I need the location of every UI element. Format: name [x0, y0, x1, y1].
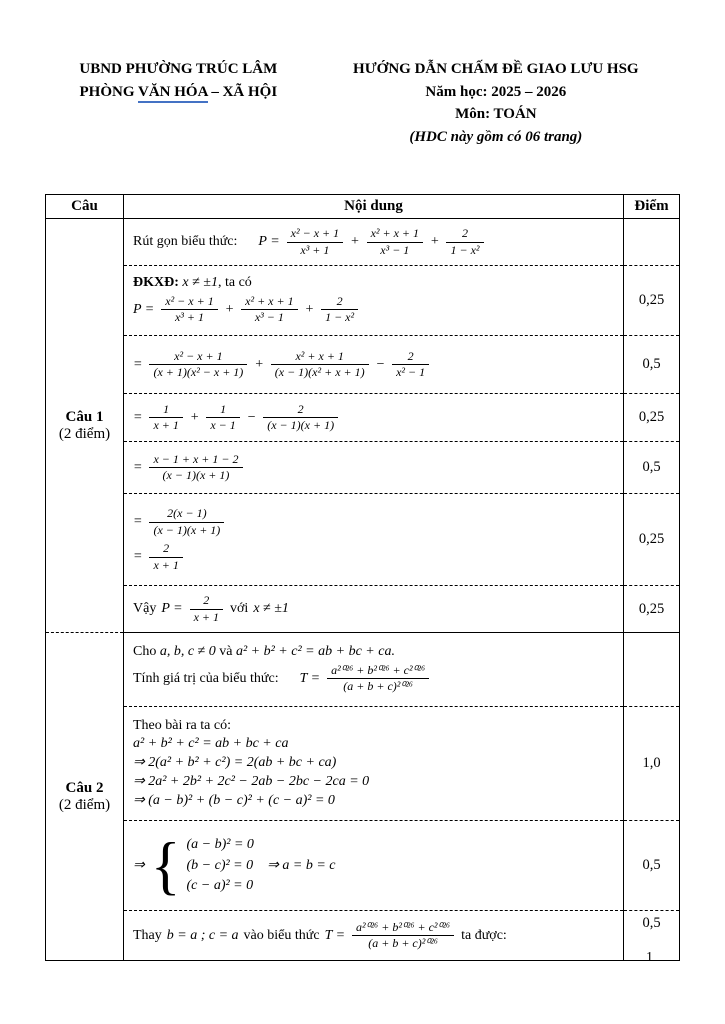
org-line-2-pre: PHÒNG: [79, 83, 135, 100]
equation-line: ⇒ 2(a² + b² + c²) = 2(ab + bc + ca): [133, 755, 337, 771]
cau2-step-row: [46, 707, 680, 821]
page-number: 1: [646, 950, 653, 965]
equation-lhs: T =: [299, 670, 321, 686]
document-title-block: [312, 58, 680, 148]
statement-prefix: Tính giá trị của biểu thức:: [133, 670, 279, 686]
document-title: HƯỚNG DẪN CHẤM ĐỀ GIAO LƯU HSG: [353, 61, 639, 77]
fraction: $\frac{2}{x + 1}$: [190, 593, 223, 625]
diem-cell-empty: [624, 219, 680, 266]
equation-line: ⇒ (a − b)² + (b − c)² + (c − a)² = 0: [133, 793, 335, 809]
fraction: $\frac{\text{x² − x + 1}}{\text{(x + 1)(x² − x + 1)}}$: [149, 349, 247, 381]
diem-cell-empty: [624, 633, 680, 707]
cau1-step-row: [46, 336, 680, 394]
school-year: Năm học: 2025 – 2026: [425, 83, 567, 100]
diem-cell: 0,5: [624, 442, 680, 494]
intro-text: Theo bài ra ta có:: [133, 718, 231, 734]
conclusion-cell: [124, 586, 624, 633]
cau1-points: (2 điểm): [58, 425, 111, 442]
implies-arrow: ⇒: [133, 858, 145, 874]
condition: x ≠ ±1: [253, 601, 289, 617]
solution-step-cell: [124, 266, 624, 336]
fraction: $\frac{1}{x + 1}$: [149, 402, 182, 434]
cases-column: [187, 837, 336, 894]
cau2-label: Câu 2: [65, 779, 104, 796]
vao-bieu-thuc-text: vào biểu thức: [243, 927, 320, 943]
solution-step-cell: [124, 494, 624, 586]
fraction: $\frac{2}{(x - 1)(x + 1)}$: [263, 402, 338, 434]
operator-plus: +: [254, 356, 264, 372]
equation-line: a² + b² + c² = ab + bc + ca: [133, 736, 289, 752]
va-text: và: [219, 643, 233, 659]
fraction: $\frac{\text{x² + x + 1}}{\text{x³ − 1}}$: [367, 226, 423, 258]
fraction: $\frac{2(x - 1)}{(x - 1)(x + 1)}$: [149, 506, 224, 538]
fraction: $\frac{\text{a²⁰²⁶ + b²⁰²⁶ + c²⁰²⁶}}{\text{(a + b + c)²⁰²⁶}}$: [352, 920, 454, 952]
cau1-step-row: [46, 394, 680, 442]
case-equation: (c − a)² = 0: [186, 878, 254, 894]
voi-text: với: [230, 601, 249, 617]
case-equation: (a − b)² = 0: [186, 837, 254, 853]
conclusion-equation: ⇒ a = b = c: [267, 858, 336, 874]
org-line-2-underlined: VĂN HÓA: [138, 84, 208, 103]
operator-plus: +: [304, 301, 315, 317]
operator-plus: +: [350, 234, 360, 250]
fraction: $\frac{\text{x² − x + 1}}{\text{x³ + 1}}$: [161, 294, 217, 326]
org-line-2-post: – XÃ HỘI: [211, 83, 278, 100]
case-equation: (b − c)² = 0: [186, 857, 254, 873]
system-of-equations: [133, 829, 614, 902]
table-header-row: [46, 195, 680, 219]
equals-sign: =: [133, 459, 143, 475]
column-header-noi-dung: Nội dung: [124, 195, 624, 219]
operator-plus: +: [189, 409, 200, 425]
cau1-statement-row: [46, 219, 680, 266]
cau2-step-row: [46, 821, 680, 911]
condition: a, b, c ≠ 0: [159, 643, 216, 659]
column-header-diem: Điểm: [624, 195, 680, 219]
fraction: $\frac{2}{\text{1 − x²}}$: [321, 294, 358, 326]
equals-sign: =: [133, 409, 143, 425]
fraction: $\frac{2}{x + 1}$: [149, 541, 182, 573]
fraction: $\frac{1}{x - 1}$: [206, 402, 239, 434]
equation-lhs: P =: [258, 234, 280, 250]
solution-step-cell: [124, 707, 624, 821]
equals-sign: =: [133, 356, 143, 372]
org-line-2: [45, 81, 312, 104]
operator-minus: −: [246, 409, 257, 425]
fraction: $\frac{2}{\text{x² − 1}}$: [392, 349, 429, 381]
operator-plus: +: [224, 301, 235, 317]
diem-cell: 0,25: [624, 394, 680, 442]
document-header: [45, 58, 680, 148]
vay-text: Vậy: [133, 601, 157, 617]
subject: Môn: TOÁN: [455, 106, 537, 122]
fraction: $\frac{\text{x² + x + 1}}{\text{x³ − 1}}$: [241, 294, 297, 326]
cau2-statement-cell: [124, 633, 624, 707]
operator-minus: −: [375, 356, 386, 372]
cau1-step-row: [46, 494, 680, 586]
cau1-label-cell: [46, 219, 124, 633]
solution-step-cell: [124, 336, 624, 394]
diem-cell: 0,5: [624, 911, 680, 961]
substitution: b = a ; c = a: [166, 927, 239, 943]
equation-lhs: P =: [161, 601, 183, 617]
fraction: $\frac{2}{\text{1 − x²}}$: [446, 226, 483, 258]
statement-prefix: Rút gọn biểu thức:: [133, 234, 238, 250]
solution-step-cell: [124, 911, 624, 961]
thay-text: Thay: [133, 927, 162, 943]
equation-lhs: P =: [133, 301, 155, 317]
operator-plus: +: [430, 234, 440, 250]
diem-cell: 0,5: [624, 336, 680, 394]
fraction: $\frac{\text{x² + x + 1}}{\text{(x − 1)(x² + x + 1)}}$: [271, 349, 369, 381]
cau1-conclusion-row: [46, 586, 680, 633]
document-note: (HDC này gồm có 06 trang): [409, 128, 583, 145]
equation-line: ⇒ 2a² + 2b² + 2c² − 2ab − 2bc − 2ca = 0: [133, 774, 370, 790]
diem-cell: 0,5: [624, 821, 680, 911]
cau2-points: (2 điểm): [58, 796, 111, 813]
diem-cell: 1,0: [624, 707, 680, 821]
fraction: $\frac{\text{a²⁰²⁶ + b²⁰²⁶ + c²⁰²⁶}}{\text{(a + b + c)²⁰²⁶}}$: [327, 663, 429, 695]
solution-step-cell: [124, 821, 624, 911]
solution-step-cell: [124, 442, 624, 494]
cau1-step-row: [46, 266, 680, 336]
cau2-statement-row: [46, 633, 680, 707]
cau2-label-cell: [46, 633, 124, 961]
ta-duoc-text: ta được:: [461, 927, 507, 943]
diem-cell: 0,25: [624, 266, 680, 336]
identity: a² + b² + c² = ab + bc + ca.: [235, 643, 395, 659]
diem-cell: 0,25: [624, 494, 680, 586]
left-brace: {: [150, 829, 181, 902]
dkxd-label: ĐKXĐ:: [133, 274, 179, 290]
org-line-1: UBND PHƯỜNG TRÚC LÂM: [79, 61, 278, 77]
diem-cell: 0,25: [624, 586, 680, 633]
equation-lhs: T =: [324, 927, 346, 943]
cho-text: Cho: [133, 643, 157, 659]
fraction: $\frac{x - 1 + x + 1 - 2}{(x - 1)(x + 1)}$: [149, 452, 242, 484]
equals-sign: =: [133, 549, 143, 565]
fraction: $\frac{\text{x² − x + 1}}{\text{x³ + 1}}$: [287, 226, 343, 258]
cau1-step-row: [46, 442, 680, 494]
cau1-label: Câu 1: [65, 408, 104, 425]
equals-sign: =: [133, 514, 143, 530]
ta-co-text: , ta có: [217, 274, 252, 290]
answer-table: [45, 194, 680, 961]
issuing-org-block: [45, 58, 312, 148]
cau2-step-row: [46, 911, 680, 961]
condition: x ≠ ±1: [182, 274, 218, 290]
column-header-cau: Câu: [46, 195, 124, 219]
cau1-statement-cell: [124, 219, 624, 266]
solution-step-cell: [124, 394, 624, 442]
